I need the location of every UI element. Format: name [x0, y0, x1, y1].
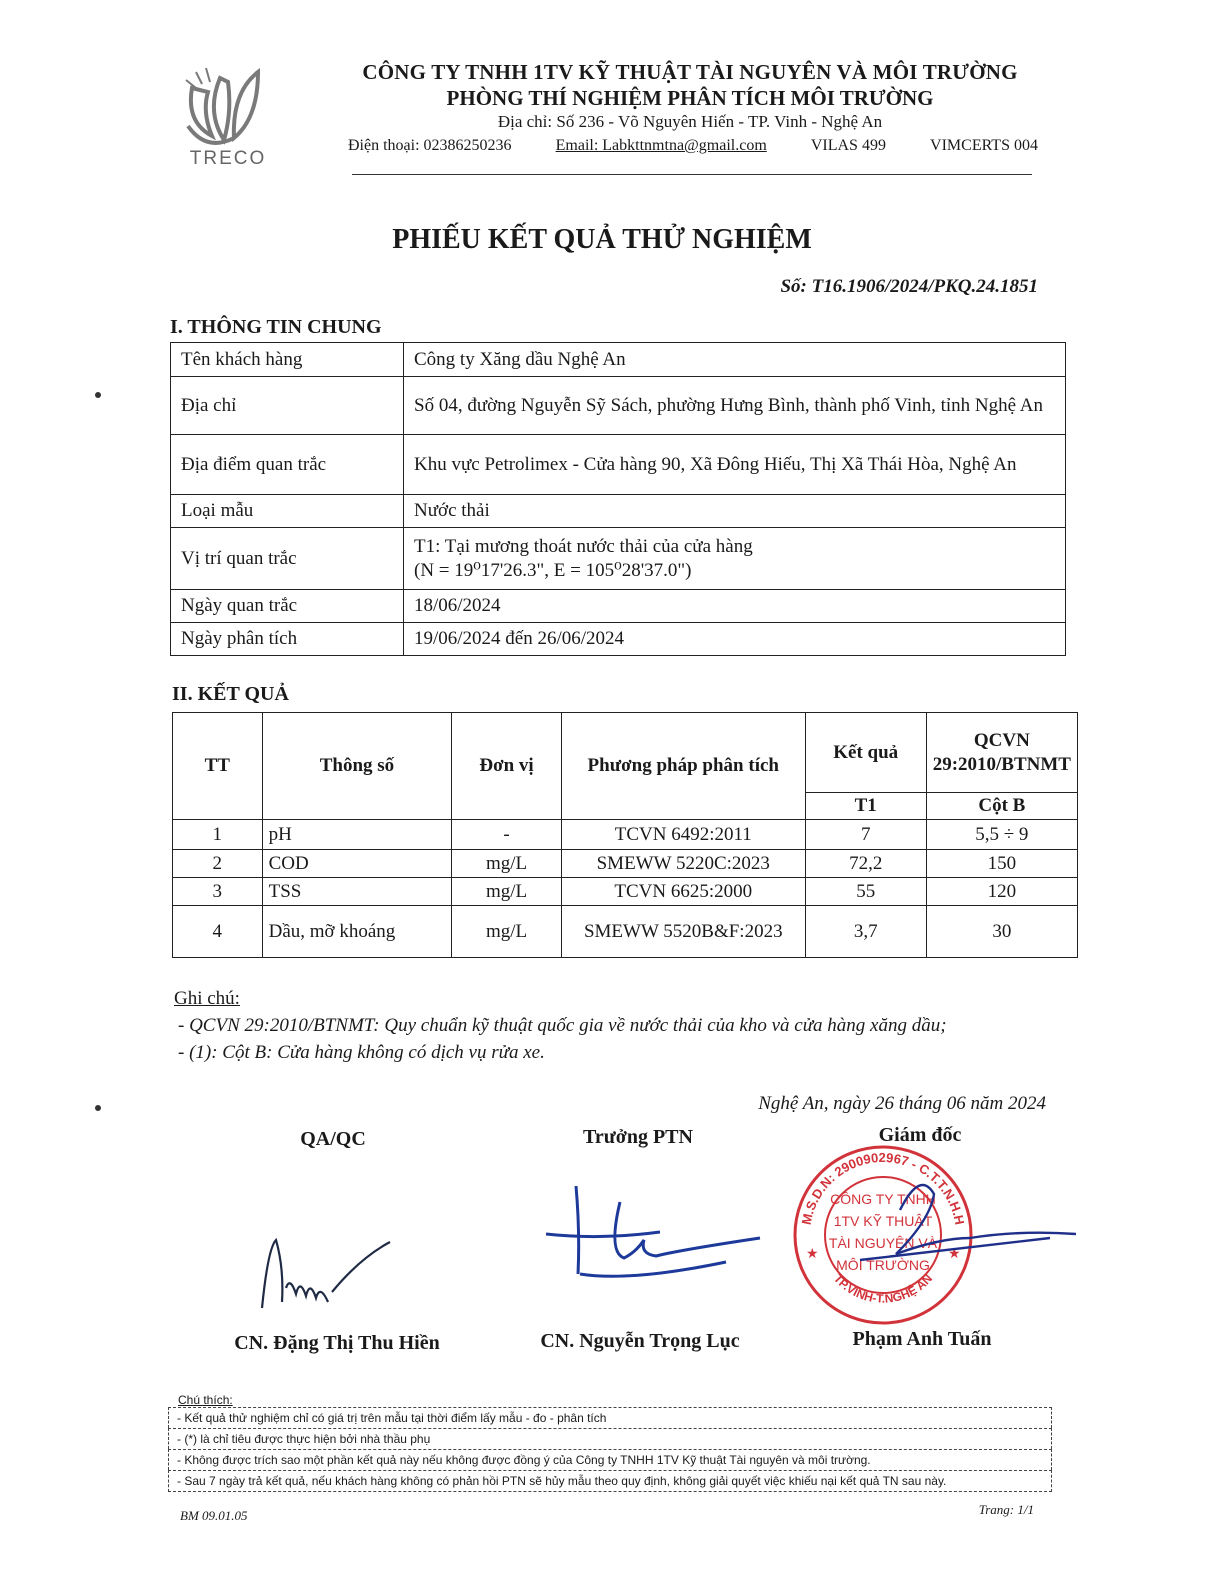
- info-label: Vị trí quan trắc: [171, 528, 404, 590]
- footer-item: - Kết quả thử nghiệm chỉ có giá trị trên mẫu tại thời điểm lấy mẫu - đo - phân tích: [168, 1407, 1052, 1428]
- cell-param: Dầu, mỡ khoáng: [262, 906, 452, 958]
- logo-text: TRECO: [189, 148, 267, 169]
- cell-param: pH: [262, 820, 452, 850]
- lab-head-role: Trưởng PTN: [583, 1126, 693, 1148]
- info-value: Nước thải: [404, 495, 1066, 528]
- contact-line: [348, 137, 1038, 155]
- cell-param: COD: [262, 850, 452, 878]
- info-value: 18/06/2024: [404, 590, 1066, 623]
- col-standard: QCVN 29:2010/BTNMT: [926, 713, 1077, 793]
- qa-signature-icon: [250, 1228, 400, 1318]
- monitoring-coordinates: (N = 19⁰17'26.3", E = 105⁰28'37.0"): [414, 559, 692, 581]
- qa-name: CN. Đặng Thị Thu Hiền: [234, 1332, 440, 1354]
- cell-result: 72,2: [805, 850, 926, 878]
- notes-block: [174, 985, 1054, 1066]
- form-code: BM 09.01.05: [180, 1508, 248, 1523]
- lab-name: PHÒNG THÍ NGHIỆM PHÂN TÍCH MÔI TRƯỜNG: [446, 86, 934, 110]
- info-value: 19/06/2024 đến 26/06/2024: [404, 623, 1066, 656]
- document-title: PHIẾU KẾT QUẢ THỬ NGHIỆM: [392, 224, 812, 255]
- cell-method: SMEWW 5520B&F:2023: [561, 906, 805, 958]
- info-label: Ngày phân tích: [171, 623, 404, 656]
- info-label: Địa điểm quan trắc: [171, 435, 404, 495]
- cell-unit: mg/L: [452, 878, 561, 906]
- info-value: Khu vực Petrolimex - Cửa hàng 90, Xã Đông Hiếu, Thị Xã Thái Hòa, Nghệ An: [404, 435, 1066, 495]
- cell-method: TCVN 6492:2011: [561, 820, 805, 850]
- col-result: Kết quả: [805, 713, 926, 793]
- stamp-line: MÔI TRƯỜNG: [836, 1257, 930, 1273]
- director-role: Giám đốc: [878, 1124, 962, 1146]
- lab-head-name: CN. Nguyễn Trọng Lục: [540, 1330, 740, 1352]
- cell-param: TSS: [262, 878, 452, 906]
- stamp-star-icon: ★: [806, 1247, 819, 1262]
- table-row: [171, 377, 1066, 435]
- footer-item: - (*) là chỉ tiêu được thực hiện bởi nhà thầu phụ: [168, 1428, 1052, 1449]
- email: Email: Labkttnmtna@gmail.com: [555, 137, 767, 154]
- stamp-bottom-text: TP.VINH-T.NGHỆ AN: [830, 1271, 936, 1306]
- results-table: [172, 712, 1078, 958]
- info-label: Ngày quan trắc: [171, 590, 404, 623]
- stamp-star-icon: ★: [948, 1247, 961, 1262]
- note-line: - (1): Cột B: Cửa hàng không có dịch vụ rửa xe.: [178, 1042, 545, 1063]
- cell-unit: mg/L: [452, 906, 561, 958]
- table-row: [173, 850, 1078, 878]
- section-general-info-heading: I. THÔNG TIN CHUNG: [170, 316, 382, 338]
- cell-result: 3,7: [805, 906, 926, 958]
- cell-tt: 4: [173, 906, 263, 958]
- info-label: Loại mẫu: [171, 495, 404, 528]
- info-value: Số 04, đường Nguyễn Sỹ Sách, phường Hưng Bình, thành phố Vinh, tỉnh Nghệ An: [404, 377, 1066, 435]
- cell-result: 55: [805, 878, 926, 906]
- cell-tt: 1: [173, 820, 263, 850]
- margin-dot: [95, 1105, 101, 1111]
- table-row: [171, 495, 1066, 528]
- table-row: [171, 623, 1066, 656]
- info-label: Địa chỉ: [171, 377, 404, 435]
- company-name: CÔNG TY TNHH 1TV KỸ THUẬT TÀI NGUYÊN VÀ MÔI TRƯỜNG: [362, 60, 1018, 84]
- cell-standard: 5,5 ÷ 9: [926, 820, 1077, 850]
- table-row: [171, 590, 1066, 623]
- general-info-table: [170, 342, 1066, 656]
- info-value: [404, 528, 1066, 590]
- cell-standard: 30: [926, 906, 1077, 958]
- footer-notes: [168, 1393, 1052, 1492]
- cell-tt: 2: [173, 850, 263, 878]
- stamp-line: TÀI NGUYÊN VÀ: [828, 1235, 938, 1251]
- cell-method: TCVN 6625:2000: [561, 878, 805, 906]
- margin-dot: [95, 392, 101, 398]
- page-number: Trang: 1/1: [978, 1502, 1034, 1517]
- table-row: [171, 528, 1066, 590]
- note-line: - QCVN 29:2010/BTNMT: Quy chuẩn kỹ thuật quốc gia về nước thải của kho và cửa hàng xăng dầu;: [178, 1015, 947, 1036]
- header-rule: [352, 174, 1032, 175]
- cell-unit: mg/L: [452, 850, 561, 878]
- col-param: Thông số: [262, 713, 452, 820]
- table-row: [171, 435, 1066, 495]
- notes-heading: Ghi chú:: [174, 988, 240, 1009]
- document-number: Số: T16.1906/2024/PKQ.24.1851: [780, 276, 1038, 297]
- lab-head-signature-icon: [540, 1182, 770, 1292]
- cell-result: 7: [805, 820, 926, 850]
- qa-qc-role: QA/QC: [300, 1128, 366, 1150]
- table-header-row: [173, 713, 1078, 793]
- table-row: [173, 878, 1078, 906]
- director-name: Phạm Anh Tuấn: [852, 1328, 992, 1350]
- stamp-line: 1TV KỸ THUẬT: [833, 1213, 933, 1229]
- info-label: Tên khách hàng: [171, 343, 404, 377]
- col-method: Phương pháp phân tích: [561, 713, 805, 820]
- cell-standard: 120: [926, 878, 1077, 906]
- director-signature-icon: [800, 1150, 1080, 1290]
- cell-standard: 150: [926, 850, 1077, 878]
- table-row: [173, 906, 1078, 958]
- section-results-heading: II. KẾT QUẢ: [172, 683, 289, 705]
- stamp-line: CÔNG TY TNHH: [830, 1191, 936, 1207]
- cell-unit: -: [452, 820, 561, 850]
- info-value: Công ty Xăng dầu Nghệ An: [404, 343, 1066, 377]
- table-row: [171, 343, 1066, 377]
- footer-item: - Sau 7 ngày trả kết quả, nếu khách hàng không có phản hồi PTN sẽ hủy mẫu theo quy định, không giải quyết việc khiếu nại kết quả TN sau này.: [168, 1470, 1052, 1492]
- col-unit: Đơn vị: [452, 713, 561, 820]
- col-result-sub: T1: [805, 793, 926, 820]
- footer-item: - Không được trích sao một phần kết quả này nếu không được đồng ý của Công ty TNHH 1TV Kỹ thuật Tài nguyên và môi trường.: [168, 1449, 1052, 1470]
- vilas-code: VILAS 499: [810, 137, 886, 154]
- phone: Điện thoại: 02386250236: [348, 137, 512, 154]
- stamp-outer-text: M.S.D.N: 2900902967 - C.T.T.N.H.H: [798, 1149, 968, 1227]
- table-row: [173, 820, 1078, 850]
- col-standard-sub: Cột B: [926, 793, 1077, 820]
- cell-tt: 3: [173, 878, 263, 906]
- company-address: Địa chỉ: Số 236 - Võ Nguyên Hiến - TP. Vinh - Nghệ An: [497, 112, 883, 131]
- cell-method: SMEWW 5220C:2023: [561, 850, 805, 878]
- col-tt: TT: [173, 713, 263, 820]
- monitoring-point: T1: Tại mương thoát nước thải của cửa hàng: [414, 535, 753, 557]
- vimcerts-code: VIMCERTS 004: [930, 137, 1038, 154]
- place-date: Nghệ An, ngày 26 tháng 06 năm 2024: [758, 1093, 1046, 1114]
- footer-heading: Chú thích:: [178, 1393, 233, 1407]
